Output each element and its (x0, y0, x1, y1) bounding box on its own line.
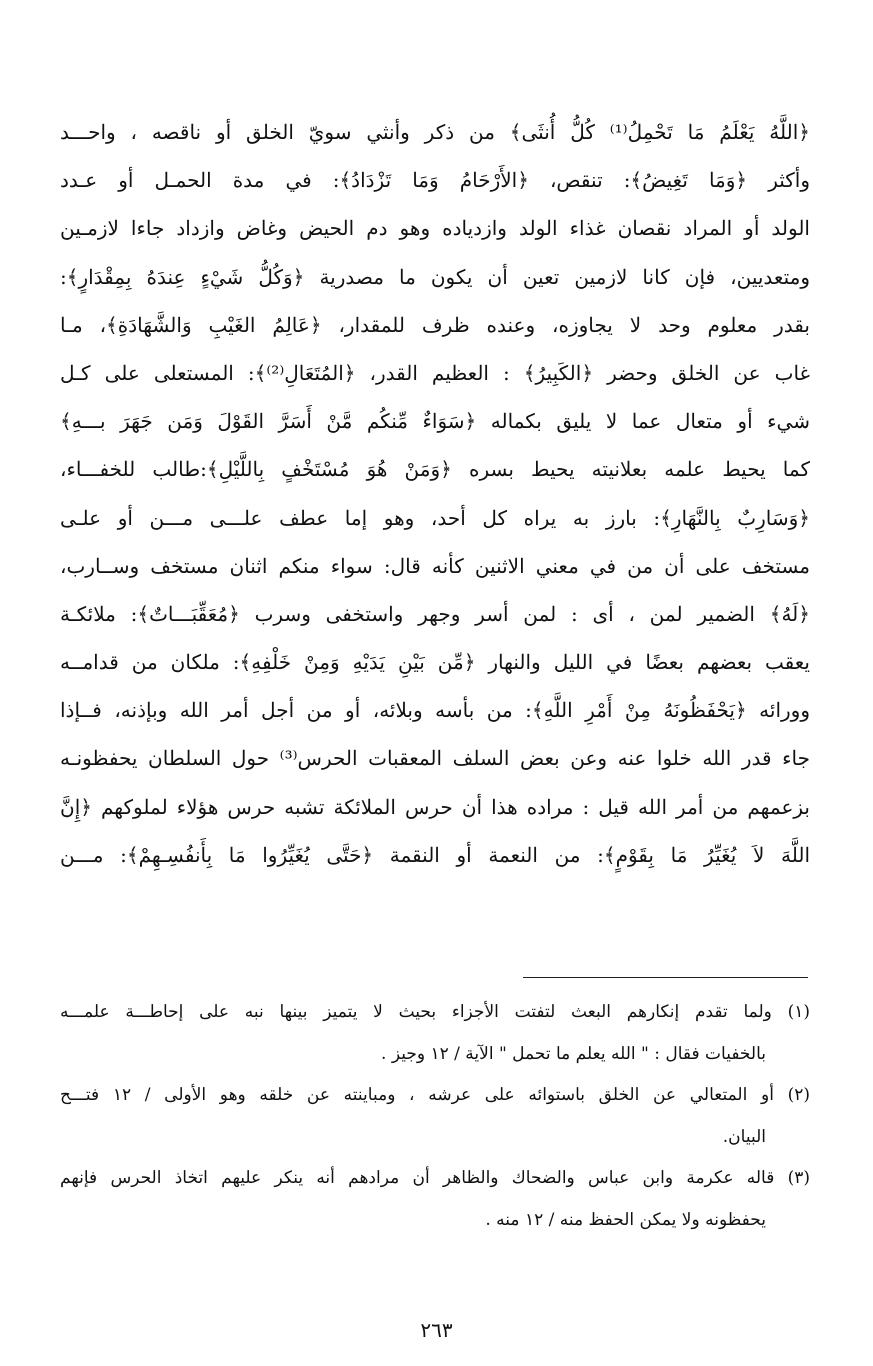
text-line: اللَّهَ لاَ يُغَيِّرُ مَا بِقَوْمٍ﴾: من النعمة أو النقمة ﴿حَتَّى يُغَيِّرُوا مَا بِأَنفُسِـهِمْ﴾: مـــن (60, 842, 810, 867)
text-line: شيء أو متعال عما لا يليق بكماله ﴿سَوَاءٌ مِّنكُم مَّنْ أَسَرَّ القَوْلَ وَمَن جَهَرَ بـــهِ﴾ (60, 409, 810, 434)
footnote-2: (٢) أو المتعالي عن الخلق باستوائه على عرشه ، ومباينته عن خلقه وهو الأولى / ١٢ فتـــح (60, 1085, 810, 1105)
text-line: الولد أو المراد نقصان غذاء الولد وازدياده وهو دم الحيض وغاض وازداد جاءا لازمـين (60, 216, 810, 241)
page-number: ٢٦٣ (420, 1318, 453, 1342)
footnote-3: (٣) قاله عكرمة وابن عباس والضحاك والظاهر أن مرادهم أنه ينكر عليهم اتخاذ الحرس فإنهم (60, 1168, 810, 1188)
text-line: وأكثر ﴿وَمَا تَغِيضُ﴾: تنقص، ﴿الأَرْحَامُ وَمَا تَزْدَادُ﴾: في مدة الحمـل أو عـدد (60, 168, 810, 193)
text-line: ﴿وَسَارِبٌ بِالنَّهَارِ﴾: بارز به يراه كل أحد، وهو إما عطف علـــى مـــن أو علـى (60, 505, 810, 530)
text-line: وورائه ﴿يَحْفَظُونَهُ مِنْ أَمْرِ اللَّهِ﴾: من بأسه وبلائه، أو من أجل أمر الله وبإذنه، فــإذا (60, 698, 810, 723)
text-line: بزعمهم من أمر الله قيل : مراده هذا أن حرس الملائكة تشبه حرس هؤلاء لملوكهم ﴿إِنَّ (60, 794, 810, 819)
text-line: يعقب بعضهم بعضًا في الليل والنهار ﴿مِّن بَيْنِ يَدَيْهِ وَمِنْ خَلْفِهِ﴾: ملكان من قدامــه (60, 650, 810, 675)
footnote-1: (١) ولما تقدم إنكارهم البعث لتفتت الأجزاء بحيث لا يتميز بينها نبه على إحاطـــة علمـــه (60, 1002, 810, 1022)
text-line: ﴿لَهُ﴾ الضمير لمن ، أى : لمن أسر وجهر واستخفى وسرب ﴿مُعَقِّبَـــاتٌ﴾: ملائكـة (60, 601, 810, 626)
text-line: كما يحيط علمه بعلانيته يحيط بسره ﴿وَمَنْ هُوَ مُسْتَخْفٍ بِاللَّيْلِ﴾:طالب للخفـــاء، (60, 457, 810, 482)
text-line: غاب عن الخلق وحضر ﴿الكَبِيرُ﴾ : العظيم القدر، ﴿المُتَعَالِ⁽²⁾﴾: المستعلى على كـل (60, 360, 810, 385)
text-line: بقدر معلوم وحد لا يجاوزه، وعنده ظرف للمقدار، ﴿عَالِمُ الغَيْبِ وَالشَّهَادَةِ﴾، مـا (60, 312, 810, 337)
text-line: ومتعديين، فإن كانا لازمين تعين أن يكون ما مصدرية ﴿وَكُلُّ شَيْءٍ عِندَهُ بِمِقْدَارٍ﴾: (60, 264, 810, 289)
main-text (60, 108, 810, 879)
text-line: مستخف على أن من في معني الاثنين كأنه قال: سواء منكم اثنان مستخف وســارب، (60, 553, 810, 578)
footnote-3-continued: يحفظونه ولا يمكن الحفظ منه / ١٢ منه . (485, 1209, 766, 1230)
footnote-2-continued: البيان. (722, 1126, 766, 1147)
text-line: ﴿اللَّهُ يَعْلَمُ مَا تَحْمِلُ⁽¹⁾ كُلُّ أُنثَى﴾ من ذكر وأنثي سويّ الخلق أو ناقصه ، واحـــد (60, 120, 810, 144)
text-line: جاء قدر الله خلوا عنه وعن بعض السلف المعقبات الحرس⁽³⁾ حول السلطان يحفظونـه (60, 746, 810, 771)
footnote-separator (523, 977, 808, 978)
footnotes (60, 992, 810, 1241)
footnote-1-continued: بالخفيات فقال : " الله يعلم ما تحمل " الآية / ١٢ وجيز . (381, 1043, 766, 1064)
